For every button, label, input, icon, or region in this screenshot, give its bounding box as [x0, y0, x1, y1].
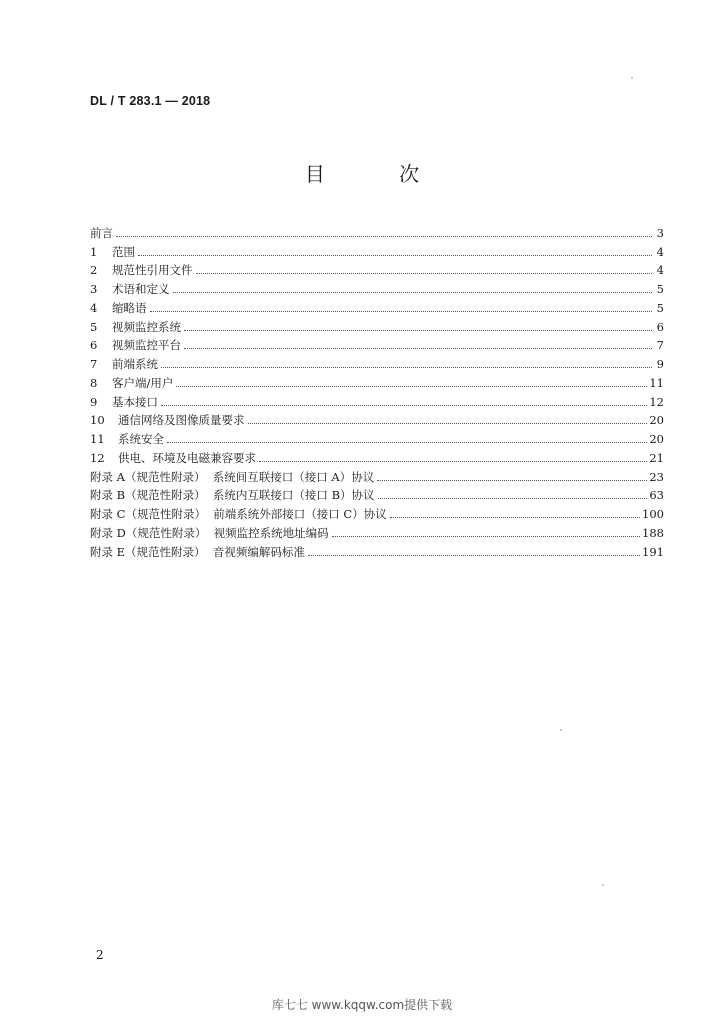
toc-leader-dots [378, 490, 648, 499]
toc-row[interactable] [90, 409, 664, 428]
toc-label: 通信网络及图像质量要求 [118, 413, 245, 428]
toc-leader-dots [176, 378, 647, 387]
toc-leader-dots [116, 228, 652, 237]
toc-page-number: 4 [656, 244, 664, 259]
toc-number: 9 [90, 394, 98, 409]
toc-leader-dots [150, 303, 653, 312]
table-of-contents [90, 221, 664, 559]
toc-label: 术语和定义 [112, 282, 170, 296]
toc-label: 范围 [112, 244, 135, 259]
toc-label: 附录 D（规范性附录） 视频监控系统地址编码 [90, 525, 329, 540]
toc-leader-dots [184, 340, 652, 349]
toc-row[interactable] [90, 390, 664, 409]
toc-number: 4 [90, 300, 98, 315]
toc-page-number: 11 [649, 375, 664, 390]
toc-label: 前端系统 [112, 357, 158, 371]
scan-speck [560, 729, 562, 731]
toc-number: 1 [90, 244, 98, 259]
toc-number: 2 [90, 263, 98, 278]
toc-row[interactable] [90, 371, 664, 390]
toc-row[interactable] [90, 540, 664, 559]
toc-row[interactable] [90, 221, 664, 240]
toc-row[interactable] [90, 465, 664, 484]
toc-row[interactable] [90, 352, 664, 371]
toc-number: 11 [90, 432, 105, 446]
toc-row[interactable] [90, 296, 664, 315]
toc-row[interactable] [90, 484, 664, 503]
toc-leader-dots [167, 434, 647, 443]
toc-row[interactable] [90, 521, 664, 540]
toc-page-number: 23 [649, 469, 664, 484]
toc-page-number: 5 [656, 300, 664, 315]
toc-label: 客户端/用户 [112, 375, 174, 390]
toc-label: 规范性引用文件 [112, 263, 193, 278]
toc-label: 前言 [90, 225, 113, 240]
toc-leader-dots [161, 397, 647, 406]
toc-number: 10 [90, 413, 105, 428]
toc-number: 5 [90, 319, 98, 334]
toc-number: 6 [90, 338, 98, 353]
toc-leader-dots [184, 322, 652, 331]
toc-number: 7 [90, 357, 98, 371]
toc-page-number: 12 [649, 394, 664, 409]
toc-label: 视频监控平台 [112, 338, 181, 353]
toc-page-number: 6 [656, 319, 664, 334]
toc-label: 附录 B（规范性附录） 系统内互联接口（接口 B）协议 [90, 488, 375, 503]
toc-label: 附录 A（规范性附录） 系统间互联接口（接口 A）协议 [90, 469, 375, 484]
page-number: 2 [96, 948, 104, 962]
toc-leader-dots [390, 509, 640, 518]
toc-title: 目 次 [304, 162, 454, 186]
toc-leader-dots [196, 265, 653, 274]
toc-row[interactable] [90, 315, 664, 334]
toc-page-number: 20 [649, 413, 664, 428]
toc-page-number: 21 [649, 450, 664, 465]
toc-leader-dots [173, 284, 653, 293]
toc-label: 系统安全 [118, 432, 164, 446]
download-footer: 库七七 www.kqqw.com提供下载 [271, 998, 453, 1012]
toc-label: 附录 C（规范性附录） 前端系统外部接口（接口 C）协议 [90, 507, 387, 521]
toc-label: 视频监控系统 [112, 319, 181, 334]
doc-code: DL / T 283.1 — 2018 [90, 94, 211, 108]
toc-row[interactable] [90, 277, 664, 296]
toc-label: 基本接口 [112, 394, 158, 409]
toc-page-number: 63 [649, 488, 664, 503]
toc-leader-dots [259, 453, 647, 462]
toc-page-number: 7 [656, 338, 664, 353]
scan-speck [631, 77, 633, 79]
toc-page-number: 4 [656, 263, 664, 278]
toc-page-number: 20 [649, 432, 664, 446]
toc-row[interactable] [90, 240, 664, 259]
toc-row[interactable] [90, 427, 664, 446]
toc-label: 缩略语 [112, 300, 147, 315]
toc-leader-dots [377, 472, 647, 481]
toc-page-number: 9 [656, 357, 664, 371]
toc-page-number: 3 [656, 225, 664, 240]
toc-leader-dots [138, 247, 652, 256]
toc-page-number: 100 [642, 507, 664, 521]
toc-row[interactable] [90, 259, 664, 278]
toc-page-number: 5 [656, 282, 664, 296]
toc-page-number: 191 [642, 544, 664, 559]
toc-label: 供电、环境及电磁兼容要求 [118, 450, 256, 465]
toc-leader-dots [161, 359, 652, 368]
scan-speck [602, 884, 604, 886]
toc-number: 12 [90, 450, 105, 465]
toc-label: 附录 E（规范性附录） 音视频编解码标准 [90, 544, 305, 559]
toc-leader-dots [308, 547, 640, 556]
toc-page-number: 188 [642, 525, 664, 540]
toc-row[interactable] [90, 334, 664, 353]
toc-row[interactable] [90, 502, 664, 521]
toc-number: 8 [90, 375, 98, 390]
toc-leader-dots [248, 415, 648, 424]
toc-leader-dots [332, 528, 640, 537]
toc-row[interactable] [90, 446, 664, 465]
toc-number: 3 [90, 282, 98, 296]
